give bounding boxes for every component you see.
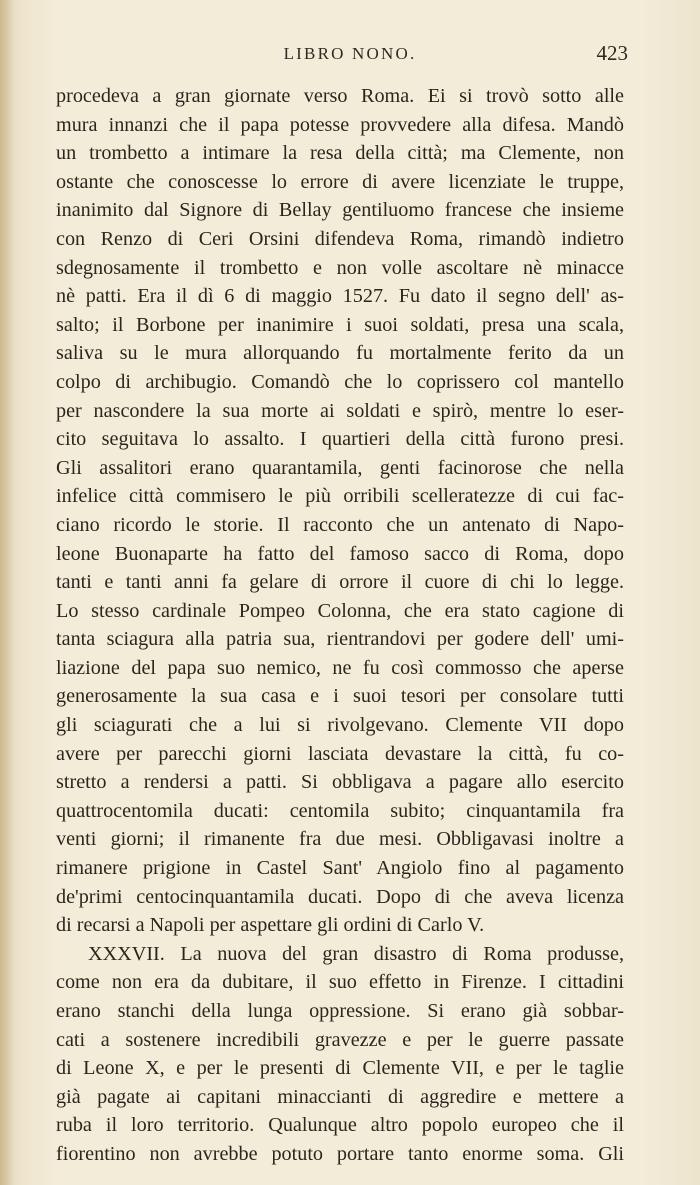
text-line: fiorentino non avrebbe potuto portare tanto enorme soma. Gli (56, 1142, 624, 1165)
spine-shadow (0, 0, 14, 1185)
text-line: avere per parecchi giorni lasciata devastare la città, fu co- (56, 742, 624, 765)
text-line: Gli assalitori erano quarantamila, genti facinorose che nella (56, 456, 624, 479)
text-line: stretto a rendersi a patti. Si obbligava a pagare allo esercito (56, 771, 624, 794)
text-line: Lo stesso cardinale Pompeo Colonna, che era stato cagione di (56, 599, 624, 622)
text-line: procedeva a gran giornate verso Roma. Ei si trovò sotto alle (56, 85, 624, 107)
text-line: liazione del papa suo nemico, ne fu così commosso che aperse (56, 656, 624, 679)
body-text (56, 82, 624, 1169)
text-line: ciano ricordo le storie. Il racconto che un antenato di Napo- (56, 513, 624, 536)
text-line: inanimito dal Signore di Bellay gentiluomo francese che insieme (56, 199, 624, 222)
text-line: tanta sciagura alla patria sua, rientrandovi per godere dell' umi- (56, 628, 624, 651)
text-line: mura innanzi che il papa potesse provvedere alla difesa. Mandò (56, 113, 624, 136)
text-line: cito seguitava lo assalto. I quartieri della città furono presi. (56, 428, 624, 451)
text-line: di Leone X, e per le presenti di Clemente VII, e per le taglie (56, 1057, 624, 1080)
paragraph-end-line: di recarsi a Napoli per aspettare gli ordini di Carlo V. (56, 914, 485, 937)
text-line: gli sciagurati che a lui si rivolgevano. Clemente VII dopo (56, 714, 624, 737)
text-line: rimanere prigione in Castel Sant' Angiolo fino al pagamento (56, 857, 624, 880)
text-line: per nascondere la sua morte ai soldati e spirò, mentre lo eser- (56, 399, 624, 422)
text-line: ostante che conoscesse lo errore di avere licenziate le truppe, (56, 170, 624, 193)
text-line: saliva su le mura allorquando fu mortalmente ferito da un (56, 342, 624, 365)
text-line: con Renzo di Ceri Orsini difendeva Roma, rimandò indietro (56, 227, 624, 250)
text-line: un trombetto a intimare la resa della città; ma Clemente, non (56, 142, 624, 165)
text-line: cati a sostenere incredibili gravezze e per le guerre passate (56, 1028, 624, 1051)
text-line: ruba il loro territorio. Qualunque altro popolo europeo che il (56, 1114, 624, 1137)
text-line: come non era da dubitare, il suo effetto in Firenze. I cittadini (56, 971, 624, 994)
text-line: infelice città commisero le più orribili scelleratezze di cui fac- (56, 485, 624, 508)
text-line: leone Buonaparte ha fatto del famoso sacco di Roma, dopo (56, 542, 624, 565)
text-line: già pagate ai capitani minaccianti di aggredire e mettere a (56, 1085, 624, 1108)
text-line: generosamente la sua casa e i suoi tesori per consolare tutti (56, 685, 624, 708)
page-header (0, 41, 700, 70)
text-line: colpo di archibugio. Comandò che lo coprissero col mantello (56, 370, 624, 393)
page-number: 423 (596, 41, 628, 65)
text-line: quattrocentomila ducati: centomila subito; cinquantamila fra (56, 799, 624, 822)
text-line: de'primi centocinquantamila ducati. Dopo di che aveva licenza (56, 885, 624, 908)
text-line: salto; il Borbone per inanimire i suoi soldati, presa una scala, (56, 313, 624, 336)
section-start-line: XXXVII. La nuova del gran disastro di Roma produsse, (88, 942, 624, 965)
text-line: tanti e tanti anni fa gelare di orrore il cuore di chi lo legge. (56, 571, 624, 594)
text-line: sdegnosamente il trombetto e non volle ascoltare nè minacce (56, 256, 624, 279)
text-line: nè patti. Era il dì 6 di maggio 1527. Fu dato il segno dell' as- (56, 285, 624, 308)
text-line: erano stanchi della lunga oppressione. Si erano già sobbar- (56, 1000, 624, 1022)
text-line: venti giorni; il rimanente fra due mesi. Obbligavasi inoltre a (56, 828, 624, 851)
running-title: LIBRO NONO. (283, 44, 417, 63)
